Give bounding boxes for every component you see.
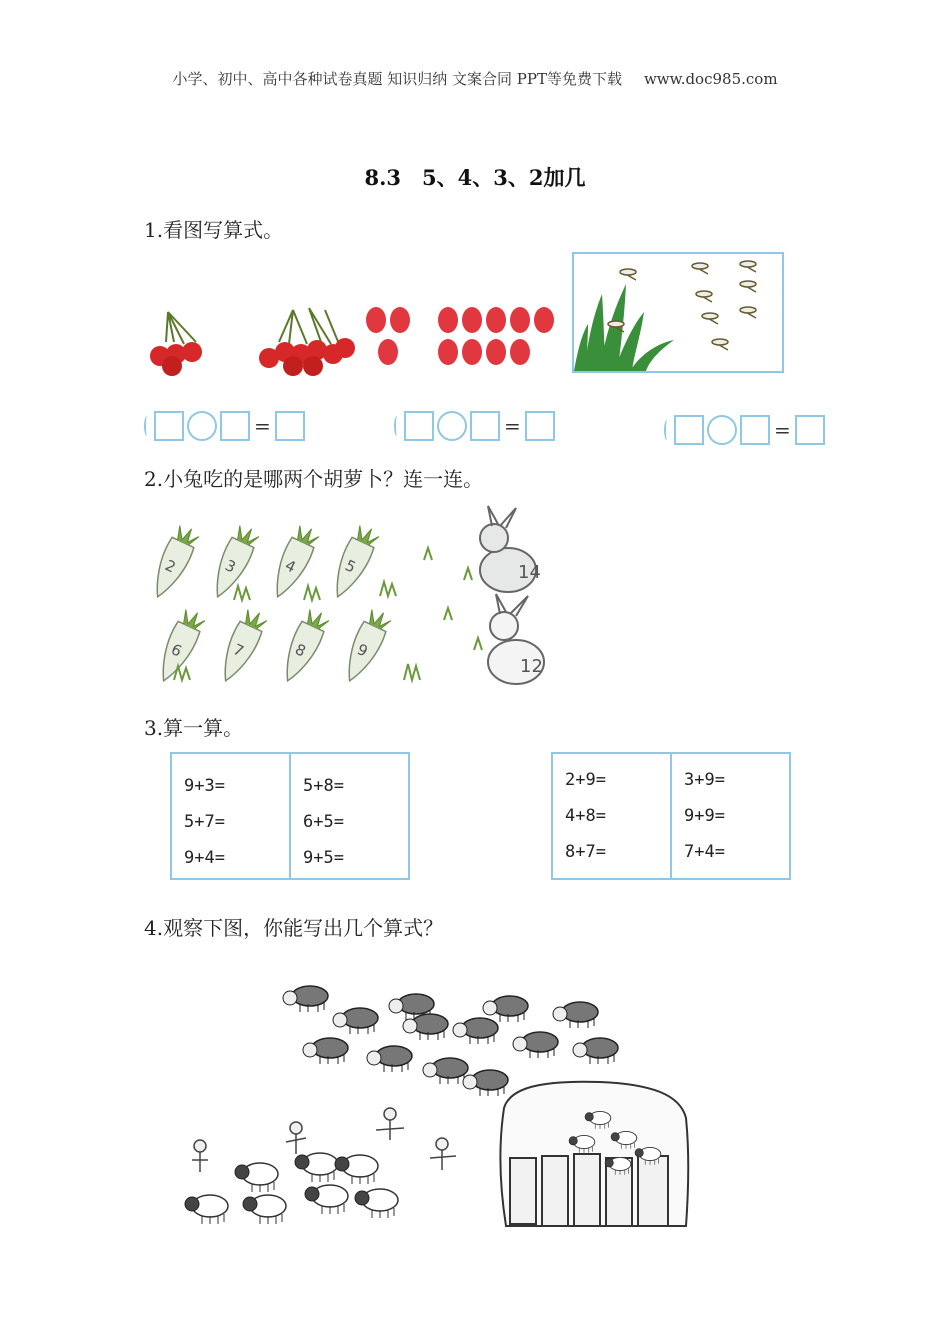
dragonfly-picture	[572, 252, 784, 373]
calc-table-1	[170, 752, 410, 880]
equal-sign: =	[254, 414, 271, 438]
sheep	[235, 1163, 278, 1192]
calc-problem: 5+7=	[184, 812, 225, 832]
calc-column	[553, 754, 670, 878]
dragonfly-illustration	[574, 254, 782, 371]
sheep	[355, 1189, 398, 1218]
calc-problem: 4+8=	[565, 806, 606, 826]
carrot-number: 5	[342, 556, 359, 577]
carrot-8[interactable]	[276, 606, 332, 686]
equation-row-1	[144, 408, 305, 444]
question-4-title: 4.观察下图，你能写出几个算式？	[144, 916, 444, 940]
question-2-title: 2.小兔吃的是哪两个胡萝卜？连一连。	[144, 467, 484, 491]
cow	[283, 986, 328, 1012]
operator-circle[interactable]	[437, 411, 467, 441]
rabbit-number-12: 12	[520, 656, 543, 677]
carrot-4[interactable]	[266, 522, 322, 602]
calc-problem: 6+5=	[303, 812, 344, 832]
cows-herd	[283, 986, 618, 1096]
operator-circle[interactable]	[187, 411, 217, 441]
carrot-3[interactable]	[206, 522, 262, 602]
header-site: www.doc985.com	[643, 70, 778, 88]
carrot-number: 4	[282, 556, 299, 577]
question-3-title: 3.算一算。	[144, 716, 244, 740]
calc-column	[172, 754, 289, 878]
sheep	[335, 1155, 378, 1184]
farm-animals-illustration	[180, 968, 700, 1238]
carrot-number: 7	[230, 640, 247, 661]
carrot-5[interactable]	[326, 522, 382, 602]
calc-problem: 3+9=	[684, 770, 725, 790]
strawberries-small-group	[366, 307, 410, 365]
rabbit-number-14: 14	[518, 562, 541, 583]
sheep	[185, 1195, 228, 1224]
operator-circle[interactable]	[707, 415, 737, 445]
header-text: 小学、初中、高中各种试卷真题 知识归纳 文案合同 PPT等免费下载	[172, 70, 622, 88]
answer-box[interactable]	[470, 411, 500, 441]
calc-problem: 9+5=	[303, 848, 344, 868]
page-header	[0, 68, 950, 89]
cow	[367, 1046, 412, 1072]
calc-problem: 9+3=	[184, 776, 225, 796]
question-1-title: 1.看图写算式。	[144, 218, 284, 242]
carrot-number: 3	[222, 556, 239, 577]
fruit-illustration	[144, 292, 564, 378]
calc-problem: 9+4=	[184, 848, 225, 868]
sheep-outside	[185, 1153, 398, 1224]
strawberries-large-group	[438, 307, 554, 365]
cow	[453, 1018, 498, 1044]
answer-box[interactable]	[275, 411, 305, 441]
cow	[483, 996, 528, 1022]
cherries-left	[150, 312, 202, 376]
cow	[553, 1002, 598, 1028]
carrot-number: 6	[168, 640, 185, 661]
cow	[423, 1058, 468, 1084]
cow	[403, 1014, 448, 1040]
calc-problem: 9+9=	[684, 806, 725, 826]
equal-sign: =	[774, 418, 791, 442]
equation-row-3	[664, 412, 825, 448]
equal-sign: =	[504, 414, 521, 438]
cow	[573, 1038, 618, 1064]
carrot-number: 2	[162, 556, 179, 577]
answer-box[interactable]	[740, 415, 770, 445]
equation-row-2	[394, 408, 555, 444]
answer-box[interactable]	[674, 415, 704, 445]
cow	[303, 1038, 348, 1064]
calc-column	[289, 754, 408, 878]
calc-problem: 2+9=	[565, 770, 606, 790]
calc-column	[670, 754, 789, 878]
sheep	[305, 1185, 348, 1214]
carrots	[146, 522, 394, 686]
carrot-7[interactable]	[214, 606, 270, 686]
sheep	[295, 1153, 338, 1182]
answer-box[interactable]	[795, 415, 825, 445]
cherries-right	[259, 308, 355, 376]
carrot-number: 9	[354, 640, 371, 661]
calc-table-2	[551, 752, 791, 880]
answer-box[interactable]	[525, 411, 555, 441]
answer-box[interactable]	[220, 411, 250, 441]
cow	[463, 1070, 508, 1096]
answer-box[interactable]	[154, 411, 184, 441]
answer-box[interactable]	[404, 411, 434, 441]
sheep	[243, 1195, 286, 1224]
carrot-rabbit-illustration	[144, 500, 554, 690]
carrot-2[interactable]	[146, 522, 202, 602]
calc-problem: 5+8=	[303, 776, 344, 796]
calc-problem: 7+4=	[684, 842, 725, 862]
carrot-number: 8	[292, 640, 309, 661]
cow	[333, 1008, 378, 1034]
cow	[513, 1032, 558, 1058]
page-title: 8.3 5、4、3、2加几	[364, 165, 586, 190]
carrot-9[interactable]	[338, 606, 394, 686]
calc-problem: 8+7=	[565, 842, 606, 862]
